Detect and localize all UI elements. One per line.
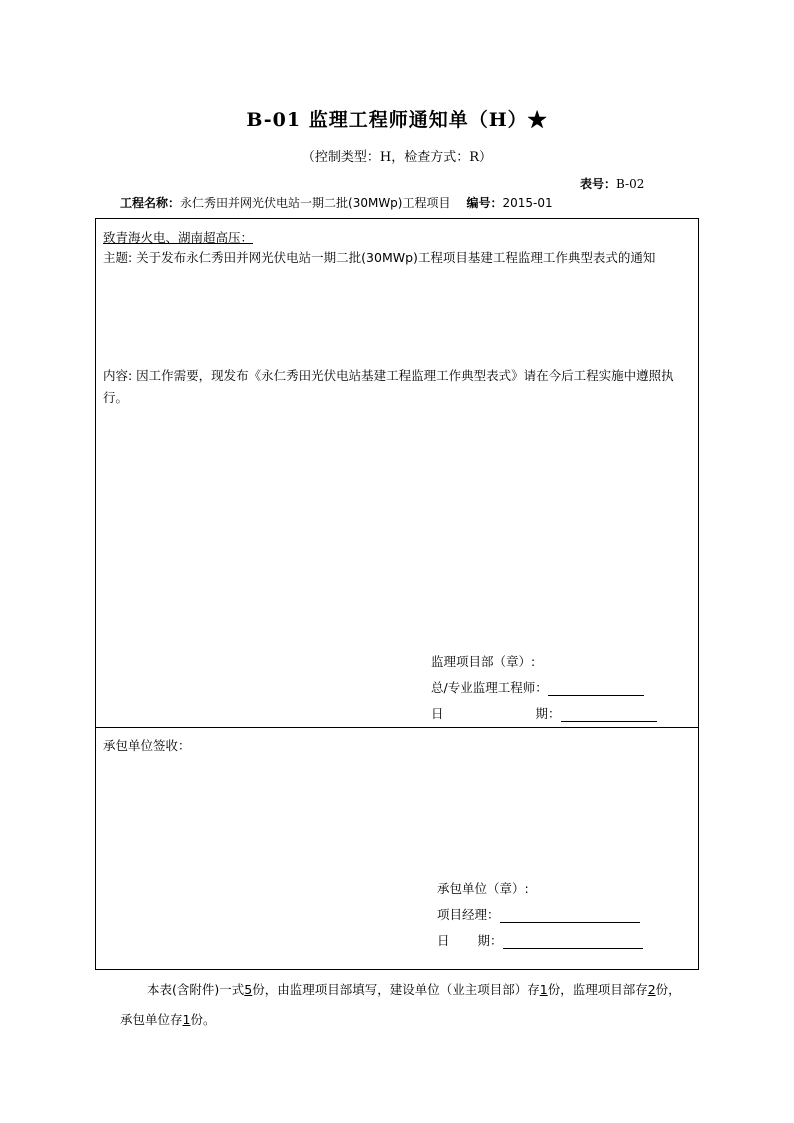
form-subtitle: （控制类型：H，检查方式：R） xyxy=(301,150,493,165)
contractor-unit-row xyxy=(437,876,643,902)
note-part-5: 份。 xyxy=(190,1012,216,1027)
section-divider xyxy=(96,727,698,728)
supervisor-date-row xyxy=(431,701,657,727)
supervisor-engineer-label: 总/专业监理工程师： xyxy=(431,680,548,695)
supervisor-date-label-1: 日 xyxy=(431,706,444,721)
supervisor-dept-label: 监理项目部（章）: xyxy=(431,654,536,669)
notice-subject: 主题: 关于发布永仁秀田并网光伏电站一期二批(30MWp)工程项目基建工程监理工作典型表式的通知 xyxy=(103,250,656,265)
contractor-receipt-label: 承包单位签收： xyxy=(103,738,191,753)
project-info-line xyxy=(120,194,553,211)
note-copies-contractor: 1 xyxy=(182,1012,191,1027)
serial-number-label: 编号： xyxy=(466,196,503,210)
supervisor-engineer-row xyxy=(431,675,657,701)
project-name-value: 永仁秀田并网光伏电站一期二批(30MWp)工程项目 xyxy=(180,196,451,210)
supervisor-dept-row xyxy=(431,649,657,675)
note-part-2: 份，由监理项目部填写，建设单位（业主项目部）存 xyxy=(252,982,540,997)
supervisor-date-field[interactable] xyxy=(561,704,657,722)
recipient-text: 致青海火电、湖南超高压： xyxy=(103,230,254,245)
form-number-value: B-02 xyxy=(616,177,645,191)
project-name-label: 工程名称： xyxy=(120,196,181,210)
contractor-sign-block xyxy=(437,876,643,954)
notice-content: 内容: 因工作需要，现发布《永仁秀田光伏电站基建工程监理工作典型表式》请在今后工程实施中遵照执行。 xyxy=(103,368,674,405)
form-number-label: 表号： xyxy=(580,177,617,191)
recipient-line xyxy=(103,227,253,249)
note-copies-supervisor: 2 xyxy=(647,982,656,997)
distribution-note xyxy=(93,975,690,1035)
note-part-4: 份，承包单位存 xyxy=(120,982,681,1027)
contractor-manager-row xyxy=(437,902,643,928)
form-number xyxy=(580,175,644,192)
supervisor-date-label-2: 期： xyxy=(535,706,561,721)
supervisor-sign-block xyxy=(431,649,657,727)
contractor-date-label-2: 期： xyxy=(477,933,503,948)
contractor-date-row xyxy=(437,928,643,954)
supervisor-engineer-field[interactable] xyxy=(548,678,644,696)
note-copies-total: 5 xyxy=(244,982,253,997)
serial-number-value: 2015-01 xyxy=(502,196,553,210)
notice-form-table xyxy=(95,218,699,970)
contractor-date-field[interactable] xyxy=(503,931,643,949)
contractor-date-label-1: 日 xyxy=(437,933,450,948)
form-title: B-01 监理工程师通知单（H）★ xyxy=(246,109,548,131)
contractor-unit-label: 承包单位（章）: xyxy=(437,881,529,896)
note-copies-owner: 1 xyxy=(539,982,548,997)
note-part-3: 份，监理项目部存 xyxy=(547,982,648,997)
note-part-1: 本表(含附件)一式 xyxy=(147,982,245,997)
contractor-manager-field[interactable] xyxy=(500,905,640,923)
contractor-manager-label: 项目经理： xyxy=(437,907,500,922)
